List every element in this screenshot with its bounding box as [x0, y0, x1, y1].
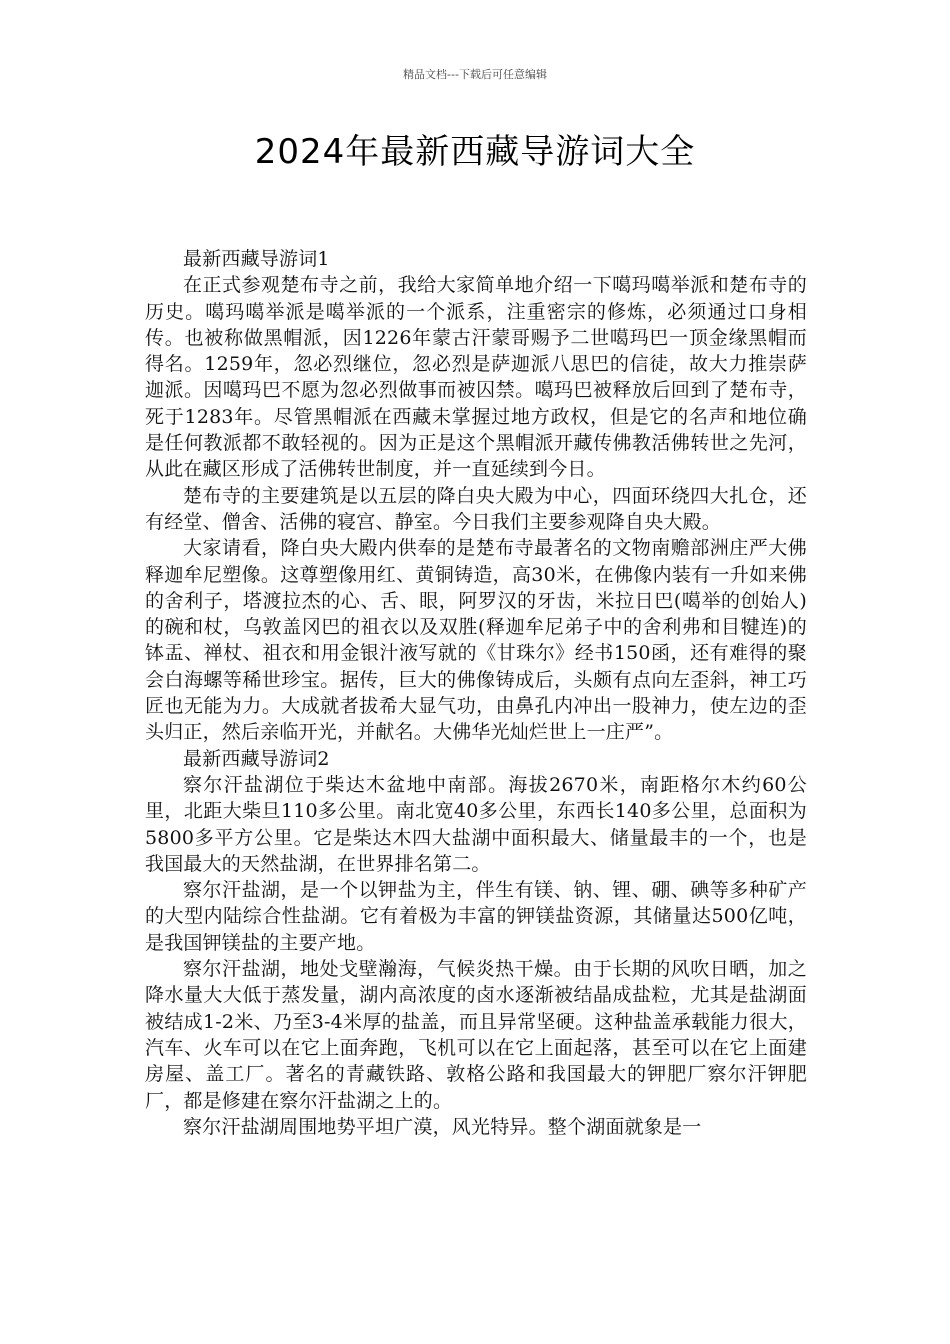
- paragraph: 察尔汗盐湖，地处戈壁瀚海，气候炎热干燥。由于长期的风吹日晒，加之降水量大大低于蒸发量，湖内高浓度的卤水逐渐被结晶成盐粒，尤其是盐湖面被结成1-2米、乃至3-4米厚的盐盖，而且异常坚硬。这种盐盖承载能力很大，汽车、火车可以在它上面奔跑，飞机可以在它上面起落，甚至可以在它上面建房屋、盖工厂。著名的青藏铁路、敦格公路和我国最大的钾肥厂察尔汗钾肥厂，都是修建在察尔汗盐湖之上的。: [145, 958, 807, 1112]
- document-title: 2024年最新西藏导游词大全: [254, 132, 696, 172]
- document-body: [145, 246, 807, 1140]
- paragraph: 察尔汗盐湖位于柴达木盆地中南部。海拔2670米，南距格尔木约60公里，北距大柴旦110多公里。南北宽40多公里，东西长140多公里，总面积为5800多平方公里。它是柴达木四大盐湖中面积最大、储量最丰的一个，也是我国最大的天然盐湖，在世界排名第二。: [145, 773, 807, 875]
- paragraph: 楚布寺的主要建筑是以五层的降白央大殿为中心，四面环绕四大扎仓，还有经堂、僧舍、活佛的寝宫、静室。今日我们主要参观降自央大殿。: [145, 484, 807, 533]
- paragraph: 察尔汗盐湖周围地势平坦广漠，风光特异。整个湖面就象是一: [183, 1115, 702, 1138]
- paragraph: 在正式参观楚布寺之前，我给大家简单地介绍一下噶玛噶举派和楚布寺的历史。噶玛噶举派是噶举派的一个派系，注重密宗的修炼，必须通过口身相传。也被称做黑帽派，因1226年蒙古汗蒙哥赐予二世噶玛巴一顶金缘黑帽而得名。1259年，忽必烈继位，忽必烈是萨迦派八思巴的信徒，故大力推崇萨迦派。因噶玛巴不愿为忽必烈做事而被囚禁。噶玛巴被释放后回到了楚布寺，死于1283年。尽管黑帽派在西藏未掌握过地方政权，但是它的名声和地位确是任何教派都不敢轻视的。因为正是这个黑帽派开藏传佛教活佛转世之先河，从此在藏区形成了活佛转世制度，并一直延续到今日。: [145, 274, 807, 481]
- header-note: 精品文档---下载后可任意编辑: [403, 68, 547, 81]
- section-heading-1: 最新西藏导游词1: [183, 248, 330, 270]
- section-heading-2: 最新西藏导游词2: [183, 747, 330, 770]
- paragraph: 察尔汗盐湖，是一个以钾盐为主，伴生有镁、钠、锂、硼、碘等多种矿产的大型内陆综合性盐湖。它有着极为丰富的钾镁盐资源，其储量达500亿吨，是我国钾镁盐的主要产地。: [145, 879, 807, 954]
- paragraph: 大家请看，降白央大殿内供奉的是楚布寺最著名的文物南赡部洲庄严大佛释迦牟尼塑像。这尊塑像用红、黄铜铸造，高30米，在佛像内装有一升如来佛的舍利子，塔渡拉杰的心、舌、眼，阿罗汉的牙齿，米拉日巴(噶举的创始人)的碗和杖，乌敦盖冈巴的祖衣以及双胜(释迦牟尼弟子中的舍利弗和目犍连)的钵盂、禅杖、祖衣和用金银汁液写就的《甘珠尔》经书150函，还有难得的聚会白海螺等稀世珍宝。据传，巨大的佛像铸成后，头颇有点向左歪斜，神工巧匠也无能为力。大成就者拔希大显气功，由鼻孔内冲出一股神力，使左边的歪头归正，然后亲临开光，并献名。大佛华光灿烂世上一庄严”。: [145, 537, 807, 744]
